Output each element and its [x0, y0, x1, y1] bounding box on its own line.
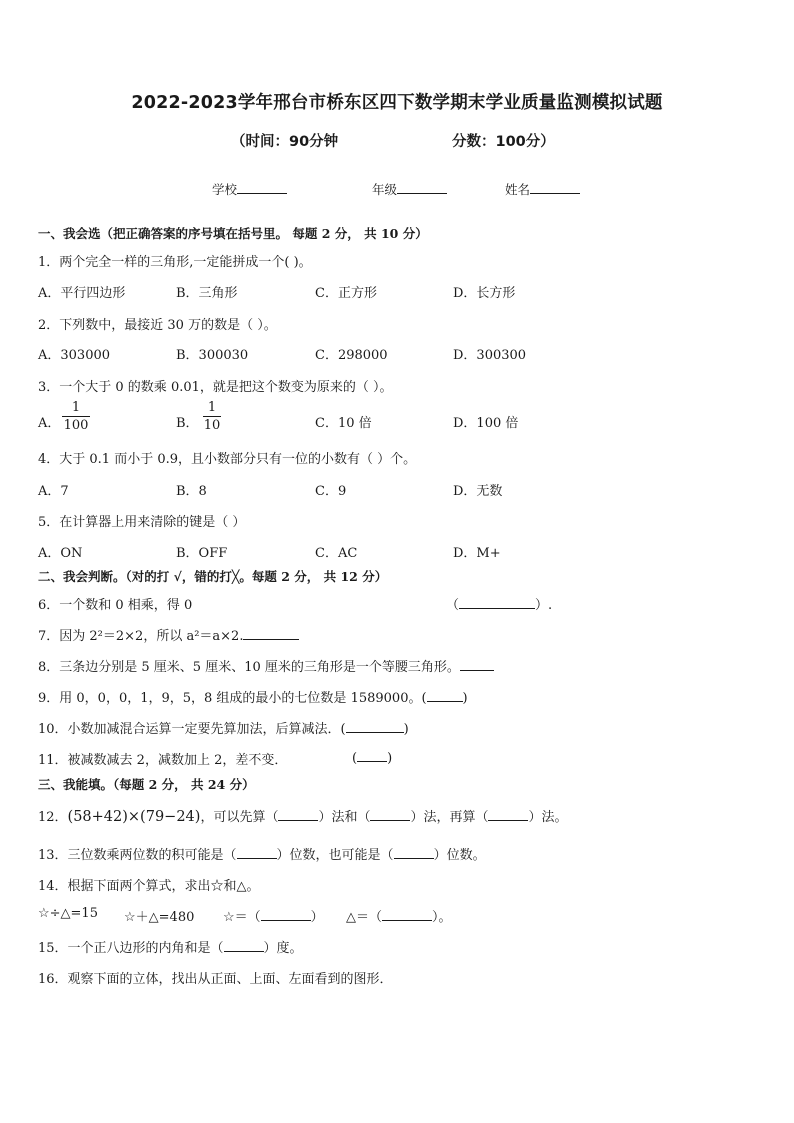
q3-option-b-fraction[interactable]: [203, 400, 221, 433]
fraction-numerator: 1: [71, 400, 81, 415]
q13-blank-1[interactable]: [237, 846, 277, 859]
section3-heading: 三、我能填。（每题 2 分， 共 24 分）: [38, 777, 255, 792]
q3-option-a-fraction[interactable]: [62, 400, 90, 433]
q4-option-d[interactable]: D．无数: [453, 484, 503, 499]
q13-line: [38, 844, 486, 863]
q7-stem: 7．因为 2²＝2×2，所以 a²＝a×2.: [38, 629, 244, 644]
q12-text-c: ）法，再算（: [410, 810, 489, 825]
q5-option-c[interactable]: C．AC: [315, 546, 358, 561]
q14-triangle-blank[interactable]: [382, 908, 432, 921]
q12-text-a: ，可以先算（: [200, 810, 279, 825]
grade-field[interactable]: [372, 180, 447, 198]
q10-answer-blank[interactable]: [346, 720, 404, 733]
q14-triangle-paren-close: ）。: [432, 910, 452, 925]
name-label: 姓名: [505, 182, 531, 197]
q14-star-paren-close: ）: [310, 910, 324, 925]
q14-equation-1: ☆÷△=15: [38, 906, 98, 921]
q14-equation-2: ☆＋△=480: [124, 910, 195, 925]
q9-answer-blank[interactable]: [427, 689, 463, 702]
q5-option-b[interactable]: B．OFF: [176, 546, 228, 561]
q9-stem: 9．用 0，0，0，1，9，5，8 组成的最小的七位数是 1589000。(: [38, 691, 427, 706]
q4-option-a[interactable]: A．7: [38, 484, 69, 499]
q2-stem: 2．下列数中，最接近 30 万的数是（ ）。: [38, 318, 277, 333]
fraction-bar: [203, 416, 221, 417]
q3-option-b-prefix[interactable]: B．: [176, 416, 199, 431]
q1-option-b[interactable]: B．三角形: [176, 286, 238, 301]
q6-paren-close: ）.: [535, 598, 553, 613]
q5-stem: 5．在计算器上用来清除的键是（ ）: [38, 515, 246, 530]
q15-line: [38, 937, 303, 956]
q7-line: [38, 625, 299, 644]
q9-line: [38, 687, 468, 706]
score-label: 分数：100分）: [452, 134, 555, 150]
q1-stem: 1．两个完全一样的三角形,一定能拼成一个( )。: [38, 255, 312, 270]
q5-option-d[interactable]: D．M+: [453, 546, 501, 561]
page-title: 2022-2023学年邢台市桥东区四下数学期末学业质量监测模拟试题: [131, 93, 663, 113]
time-label: （时间：90分钟: [231, 134, 339, 150]
q15-blank[interactable]: [224, 939, 264, 952]
q1-option-a[interactable]: A．平行四边形: [38, 286, 126, 301]
q4-option-c[interactable]: C．9: [315, 484, 347, 499]
school-field[interactable]: [212, 180, 287, 198]
q11-answer-blank[interactable]: [357, 749, 387, 762]
q2-option-b[interactable]: B．300030: [176, 348, 249, 363]
q10-paren-close: ): [403, 722, 409, 737]
q8-line: [38, 656, 494, 675]
fraction-bar: [62, 416, 90, 417]
q12-blank-1[interactable]: [278, 808, 318, 821]
q14-stem: 14．根据下面两个算式，求出☆和△。: [38, 879, 260, 894]
q6-answer-blank[interactable]: [459, 596, 535, 609]
fraction-denominator: 10: [203, 418, 221, 433]
q11-paren-close: ): [387, 751, 393, 766]
q10-stem: 10．小数加减混合运算一定要先算加法，后算减法．(: [38, 722, 346, 737]
q14-triangle-answer[interactable]: [346, 906, 452, 925]
q3-option-d[interactable]: D．100 倍: [453, 416, 519, 431]
q12-text-d: ）法。: [528, 810, 568, 825]
q1-option-c[interactable]: C．正方形: [315, 286, 377, 301]
q15-text-a: 15．一个正八边形的内角和是（: [38, 941, 224, 956]
q8-stem: 8．三条边分别是 5 厘米、5 厘米、10 厘米的三角形是一个等腰三角形。: [38, 660, 460, 675]
q13-text-c: ）位数。: [433, 848, 486, 863]
q14-star-blank[interactable]: [261, 908, 311, 921]
q13-text-b: ）位数，也可能是（: [276, 848, 394, 863]
q8-answer-blank[interactable]: [460, 658, 494, 671]
q13-text-a: 13．三位数乘两位数的积可能是（: [38, 848, 237, 863]
q3-stem: 3．一个大于 0 的数乘 0.01，就是把这个数变为原来的（ ）。: [38, 380, 393, 395]
q4-stem: 4．大于 0.1 而小于 0.9，且小数部分只有一位的小数有（ ）个。: [38, 452, 417, 467]
fraction-denominator: 100: [63, 418, 89, 433]
q16-stem: 16．观察下面的立体，找出从正面、上面、左面看到的图形．: [38, 972, 393, 987]
q5-option-a[interactable]: A．ON: [38, 546, 83, 561]
section2-heading: 二、我会判断。（对的打 √，错的打╳。每题 2 分， 共 12 分）: [38, 569, 388, 584]
grade-blank[interactable]: [397, 181, 447, 194]
q7-answer-blank[interactable]: [243, 627, 299, 640]
q10-line: [38, 718, 409, 737]
q11-stem: 11．被减数减去 2，减数加上 2，差不变．: [38, 753, 288, 768]
q2-option-d[interactable]: D．300300: [453, 348, 527, 363]
q1-option-d[interactable]: D．长方形: [453, 286, 516, 301]
q2-option-c[interactable]: C．298000: [315, 348, 388, 363]
name-blank[interactable]: [530, 181, 580, 194]
q11-answer[interactable]: [352, 749, 392, 766]
q3-option-a-prefix[interactable]: A．: [38, 416, 61, 431]
q9-paren-close: ): [462, 691, 468, 706]
q15-text-b: ）度。: [263, 941, 303, 956]
q14-star-label: ☆＝（: [223, 910, 261, 925]
q12-number: 12．: [38, 810, 68, 825]
q12-text-b: ）法和（: [318, 810, 371, 825]
q14-triangle-label: △＝（: [346, 910, 382, 925]
name-field[interactable]: [505, 180, 580, 198]
q6-stem: 6．一个数和 0 相乘，得 0: [38, 598, 193, 613]
q13-blank-2[interactable]: [394, 846, 434, 859]
q12-expression: (58+42)×(79−24): [67, 809, 201, 825]
q14-star-answer[interactable]: [223, 906, 324, 925]
q3-option-c[interactable]: C．10 倍: [315, 416, 372, 431]
q6-paren-open: （: [446, 598, 460, 613]
school-label: 学校: [212, 182, 238, 197]
section1-heading: 一、我会选（把正确答案的序号填在括号里。 每题 2 分， 共 10 分）: [38, 226, 428, 241]
school-blank[interactable]: [237, 181, 287, 194]
q11-paren-open: (: [352, 751, 358, 766]
q12-line: [38, 806, 568, 825]
q12-blank-3[interactable]: [488, 808, 528, 821]
q6-answer[interactable]: [446, 594, 552, 613]
fraction-numerator: 1: [207, 400, 217, 415]
grade-label: 年级: [372, 182, 398, 197]
q12-blank-2[interactable]: [370, 808, 410, 821]
q4-option-b[interactable]: B．8: [176, 484, 207, 499]
q2-option-a[interactable]: A．303000: [38, 348, 111, 363]
